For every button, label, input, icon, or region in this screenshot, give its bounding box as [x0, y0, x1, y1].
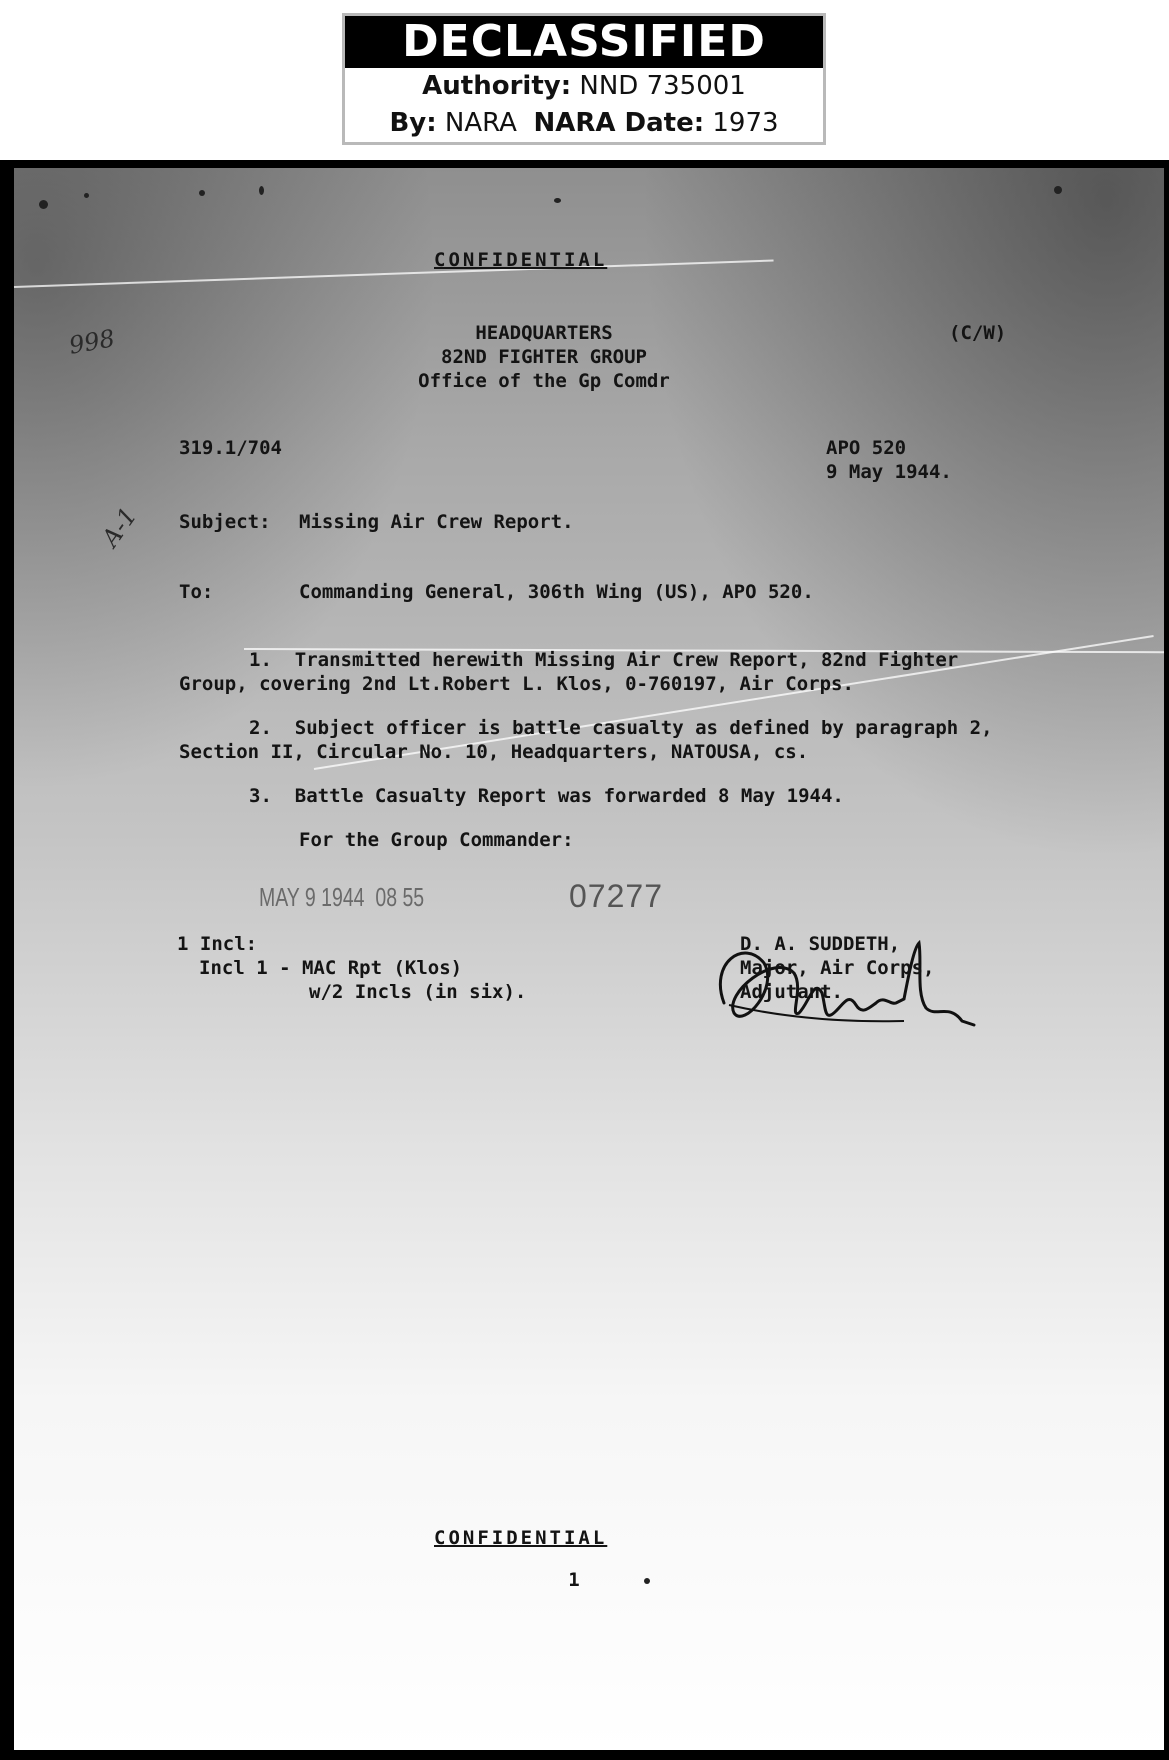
handwritten-initials: A-1 [96, 502, 143, 552]
enclosure-line-2: Incl 1 - MAC Rpt (Klos) [199, 957, 463, 979]
scan-speck [84, 193, 89, 198]
memo-date: 9 May 1944. [826, 461, 952, 483]
scanned-document [0, 160, 1169, 1760]
classification-bottom: CONFIDENTIAL [434, 1527, 608, 1549]
header-tag: (C/W) [949, 322, 1007, 344]
header-line-2: 82ND FIGHTER GROUP [441, 346, 647, 368]
paragraph-1-line-1: 1. Transmitted herewith Missing Air Crew Report, 82nd Fighter [249, 649, 959, 671]
header-line-3: Office of the Gp Comdr [418, 370, 670, 392]
declassified-stamp [342, 13, 826, 145]
stamp-authority [345, 68, 823, 105]
paragraph-2-line-1: 2. Subject officer is battle casualty as defined by paragraph 2, [249, 717, 993, 739]
subject-label: Subject: [179, 511, 271, 533]
classification-top: CONFIDENTIAL [434, 249, 608, 271]
scan-speck [259, 186, 264, 195]
apo: APO 520 [826, 437, 907, 459]
enclosure-line-1: 1 Incl: [177, 933, 258, 955]
signer-name: D. A. SUDDETH, [740, 933, 901, 955]
paragraph-2-line-2: Section II, Circular No. 10, Headquarters, NATOUSA, cs. [179, 741, 809, 763]
received-date-stamp: MAY 9 1944 08 55 [259, 882, 425, 912]
header-line-1: HEADQUARTERS [475, 322, 613, 344]
signer-rank: Major, Air Corps, [740, 957, 935, 979]
to-text: Commanding General, 306th Wing (US), APO 520. [299, 581, 814, 603]
scan-speck [1054, 186, 1062, 194]
scan-speck [199, 190, 205, 196]
to-label: To: [179, 581, 214, 603]
stamp-authority-label: Authority: [422, 71, 572, 101]
paragraph-3: 3. Battle Casualty Report was forwarded 8 May 1944. [249, 785, 844, 807]
stamp-by-value: NARA [444, 108, 517, 138]
closing-line: For the Group Commander: [299, 829, 574, 851]
document-sheet [14, 168, 1164, 1750]
signer-title: Adjutant. [740, 981, 843, 1003]
paragraph-1-line-2: Group, covering 2nd Lt.Robert L. Klos, 0-760197, Air Corps. [179, 673, 854, 695]
stamp-by-label: By: [389, 108, 437, 138]
handwritten-number: 998 [66, 324, 117, 360]
serial-number: 07277 [569, 878, 663, 914]
stamp-authority-value: NND 735001 [579, 71, 746, 101]
page-number: 1 [568, 1569, 580, 1591]
enclosure-line-3: w/2 Incls (in six). [309, 981, 527, 1003]
subject-text: Missing Air Crew Report. [299, 511, 574, 533]
scan-speck [644, 1578, 650, 1584]
fold-crease [14, 259, 774, 288]
stamp-date-label: NARA Date: [533, 108, 705, 138]
stamp-by-date [345, 105, 823, 142]
scan-speck [554, 198, 561, 203]
scan-speck [39, 200, 48, 209]
stamp-title: DECLASSIFIED [345, 16, 823, 68]
file-number: 319.1/704 [179, 437, 282, 459]
stamp-date-value: 1973 [712, 108, 779, 138]
